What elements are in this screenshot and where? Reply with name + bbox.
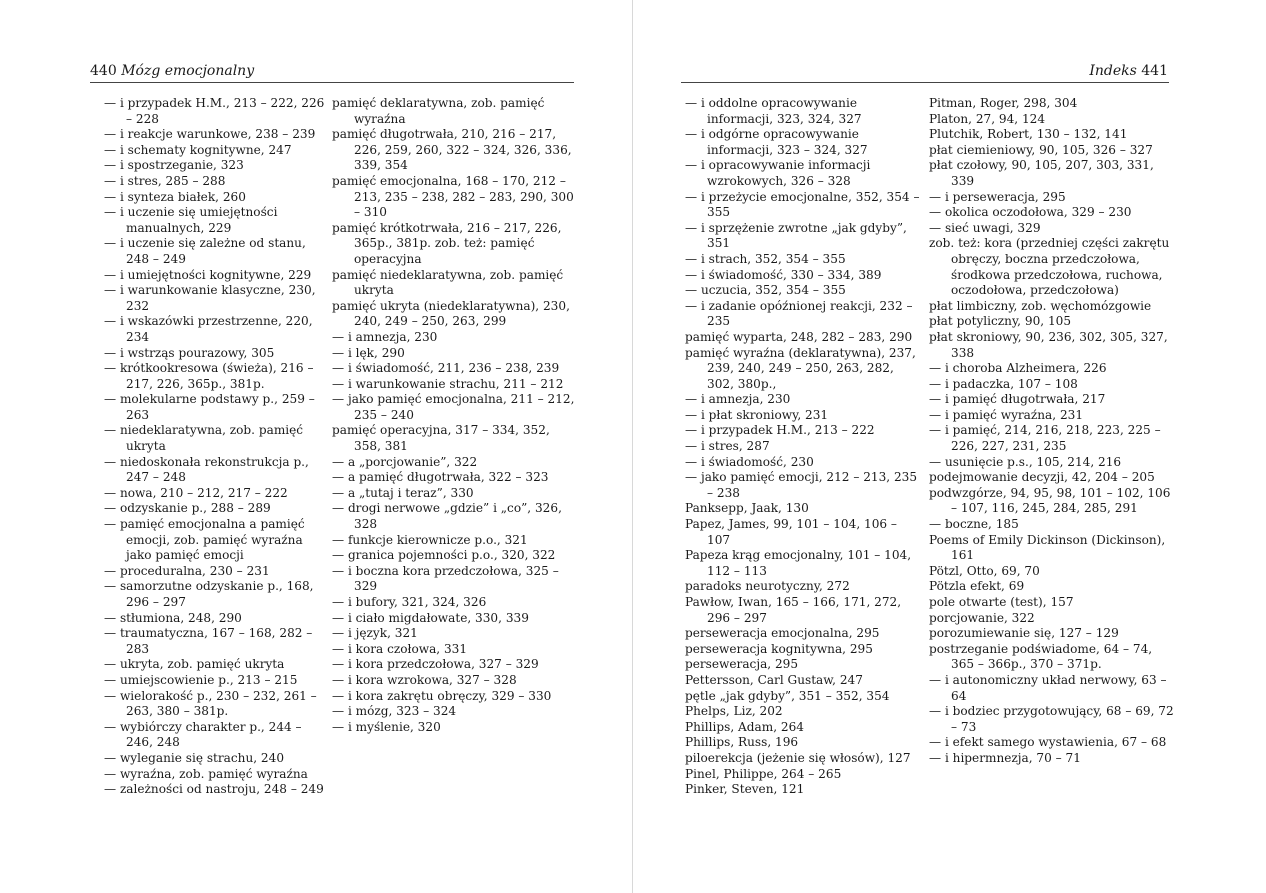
index-entry: Panksepp, Jaak, 130 [685,501,809,516]
left-column-1 [104,96,329,798]
index-entry: — wielorakość p., 230 – 232, 261 – 263, 380 – 381p. [104,688,317,719]
index-entry: Pötzl, Otto, 69, 70 [929,563,1040,578]
index-entry: — i stres, 285 – 288 [104,173,226,188]
index-entry: — funkcje kierownicze p.o., 321 [332,532,528,547]
index-entry: — i pamięć długotrwała, 217 [929,392,1106,407]
index-entry: zob. też: kora (przedniej części zakrętu obręczy, boczna przedczołowa, środkowa przedczołowa, ruchowa, oczodołowa, przedczołowa) [929,236,1170,298]
index-entry: — traumatyczna, 167 – 168, 282 – 283 [104,626,313,656]
index-entry: Phillips, Russ, 196 [685,735,799,750]
index-entry: — i mózg, 323 – 324 [332,704,457,719]
index-entry: — i zadanie opóźnionej reakcji, 232 – 235 [685,298,913,329]
index-entry: — i odgórne opracowywanie informacji, 323 – 324, 327 [685,127,868,157]
index-entry: płat potyliczny, 90, 105 [929,314,1072,329]
index-entry: — niedoskonała rekonstrukcja p., 247 – 248 [104,454,309,485]
right-column-2 [929,96,1179,767]
index-entry: postrzeganie podświadome, 64 – 74, 365 – 366p., 370 – 371p. [929,641,1153,672]
index-entry: — drogi nerwowe „gdzie” i „co”, 326, 328 [332,501,562,532]
index-entry: — i warunkowanie strachu, 211 – 212 [332,376,564,391]
index-entry: — i przypadek H.M., 213 – 222, 226 – 228 [104,96,325,126]
index-entry: — ukryta, zob. pamięć ukryta [104,657,285,672]
right-header-rule [681,82,1169,83]
index-entry: — usunięcie p.s., 105, 214, 216 [929,454,1122,469]
index-entry: — i schematy kognitywne, 247 [104,142,292,157]
index-entry: — umiejscowienie p., 213 – 215 [104,672,298,687]
index-entry: — i umiejętności kognitywne, 229 [104,267,312,282]
index-entry: pamięć operacyjna, 317 – 334, 352, 358, 381 [332,423,550,454]
left-column-2 [332,96,577,735]
index-entry: — i boczna kora przedczołowa, 325 – 329 [332,563,559,594]
index-entry: Papeza krąg emocjonalny, 101 – 104, 112 – 113 [685,548,912,578]
index-entry: — molekularne podstawy p., 259 – 263 [104,392,315,422]
index-entry: pamięć wyparta, 248, 282 – 283, 290 [685,329,913,344]
index-entry: — i kora wzrokowa, 327 – 328 [332,672,517,687]
index-entry: — i choroba Alzheimera, 226 [929,361,1107,376]
index-entry: — i przeżycie emocjonalne, 352, 354 – 355 [685,189,920,220]
index-entry: — i uczenie się zależne od stanu, 248 – 249 [104,236,306,266]
index-entry: porcjowanie, 322 [929,610,1035,625]
left-header-rule [90,82,574,83]
index-entry: Pettersson, Carl Gustaw, 247 [685,672,863,687]
index-entry: — odzyskanie p., 288 – 289 [104,501,271,516]
index-entry: pętle „jak gdyby”, 351 – 352, 354 [685,688,890,703]
index-entry: — i amnezja, 230 [332,329,438,344]
left-running-head [90,62,254,80]
index-entry: — jako pamięć emocjonalna, 211 – 212, 235 – 240 [332,392,575,422]
index-entry: — wyraźna, zob. pamięć wyraźna [104,766,308,781]
index-entry: — sieć uwagi, 329 [929,220,1041,235]
index-entry: — i kora zakrętu obręczy, 329 – 330 [332,688,552,703]
index-entry: — i sprzężenie zwrotne „jak gdyby”, 351 [685,220,907,251]
index-entry: — i amnezja, 230 [685,392,791,407]
index-entry: Plutchik, Robert, 130 – 132, 141 [929,127,1128,142]
index-entry: perseweracja, 295 [685,657,799,672]
index-entry: — i świadomość, 330 – 334, 389 [685,267,882,282]
index-entry: Papez, James, 99, 101 – 104, 106 – 107 [685,517,897,547]
index-entry: Platon, 27, 94, 124 [929,111,1046,126]
index-entry: Poems of Emily Dickinson (Dickinson), 161 [929,532,1166,563]
index-entry: — i padaczka, 107 – 108 [929,376,1078,391]
index-entry: — okolica oczodołowa, 329 – 230 [929,205,1132,220]
index-entry: — i świadomość, 211, 236 – 238, 239 [332,361,560,376]
index-entry: — krótkookresowa (świeża), 216 – 217, 226, 365p., 381p. [104,361,314,391]
index-entry: pamięć krótkotrwała, 216 – 217, 226, 365p., 381p. zob. też: pamięć operacyjna [332,220,562,266]
index-entry: Phillips, Adam, 264 [685,719,804,734]
index-entry: — i pamięć, 214, 216, 218, 223, 225 – 226, 227, 231, 235 [929,423,1161,454]
index-entry: — i strach, 352, 354 – 355 [685,251,846,266]
index-entry: — wyleganie się strachu, 240 [104,750,285,765]
index-entry: podejmowanie decyzji, 42, 204 – 205 [929,470,1155,485]
index-entry: — i język, 321 [332,626,418,641]
index-entry: pamięć długotrwała, 210, 216 – 217, 226, 259, 260, 322 – 324, 326, 336, 339, 354 [332,127,572,173]
index-entry: — i bufory, 321, 324, 326 [332,595,487,609]
index-entry: — samorzutne odzyskanie p., 168, 296 – 297 [104,579,314,609]
right-column-1 [685,96,923,798]
index-entry: Pötzla efekt, 69 [929,579,1025,594]
index-entry: Pawłow, Iwan, 165 – 166, 171, 272, 296 – 297 [685,595,902,625]
index-entry: — i bodziec przygotowujący, 68 – 69, 72 – 73 [929,704,1174,734]
index-entry: — pamięć emocjonalna a pamięć emocji, zob. pamięć wyraźna jako pamięć emocji [104,517,305,563]
index-entry: — i reakcje warunkowe, 238 – 239 [104,127,316,142]
index-entry: pamięć ukryta (niedeklaratywna), 230, 240, 249 – 250, 263, 299 [332,298,570,329]
right-page-number: 441 [1141,63,1168,79]
index-entry: — i pamięć wyraźna, 231 [929,407,1084,422]
index-entry: Pitman, Roger, 298, 304 [929,96,1078,110]
index-entry: — i efekt samego wystawienia, 67 – 68 [929,735,1167,750]
left-page-number: 440 [90,63,117,79]
index-entry: — i wstrząs pourazowy, 305 [104,345,275,360]
index-entry: — i opracowywanie informacji wzrokowych, 326 – 328 [685,158,871,188]
index-entry: — a pamięć długotrwała, 322 – 323 [332,470,549,485]
index-entry: — i perseweracja, 295 [929,189,1066,204]
right-running-head [1089,62,1168,80]
index-entry: — i uczenie się umiejętności manualnych, 229 [104,205,278,235]
index-entry: — zależności od nastroju, 248 – 249 [104,782,324,797]
index-entry: — i kora przedczołowa, 327 – 329 [332,657,539,672]
index-entry: — jako pamięć emocji, 212 – 213, 235 – 238 [685,470,918,500]
index-entry: — i spostrzeganie, 323 [104,158,244,173]
index-entry: — i stres, 287 [685,439,770,454]
index-entry: płat czołowy, 90, 105, 207, 303, 331, 339 [929,158,1154,188]
index-entry: pamięć deklaratywna, zob. pamięć wyraźna [332,96,545,126]
index-entry: — i hipermnezja, 70 – 71 [929,750,1081,765]
index-entry: — wybiórczy charakter p., 244 – 246, 248 [104,719,302,750]
left-page-title: Mózg emocjonalny [121,63,255,79]
index-entry: — i wskazówki przestrzenne, 220, 234 [104,314,313,344]
index-entry: płat ciemieniowy, 90, 105, 326 – 327 [929,142,1153,157]
index-entry: — i płat skroniowy, 231 [685,407,829,422]
right-page [633,0,1266,893]
index-entry: — i autonomiczny układ nerwowy, 63 – 64 [929,672,1167,703]
index-entry: paradoks neurotyczny, 272 [685,579,850,594]
index-entry: — i oddolne opracowywanie informacji, 323, 324, 327 [685,96,862,126]
index-entry: pamięć emocjonalna, 168 – 170, 212 – 213, 235 – 238, 282 – 283, 290, 300 – 310 [332,173,574,220]
index-entry: pamięć wyraźna (deklaratywna), 237, 239, 240, 249 – 250, 263, 282, 302, 380p., [685,345,916,391]
index-entry: — i kora czołowa, 331 [332,641,468,656]
index-entry: — i ciało migdałowate, 330, 339 [332,610,529,625]
index-entry: podwzgórze, 94, 95, 98, 101 – 102, 106 – 107, 116, 245, 284, 285, 291 [929,485,1171,516]
index-entry: porozumiewanie się, 127 – 129 [929,626,1119,641]
right-page-title: Indeks [1089,63,1137,79]
index-entry: — a „porcjowanie”, 322 [332,454,478,469]
index-entry: — granica pojemności p.o., 320, 322 [332,548,556,563]
index-entry: — boczne, 185 [929,517,1019,532]
index-entry: — uczucia, 352, 354 – 355 [685,283,846,298]
index-entry: Pinel, Philippe, 264 – 265 [685,766,842,781]
index-entry: perseweracja kognitywna, 295 [685,641,873,656]
index-entry: — niedeklaratywna, zob. pamięć ukryta [104,423,304,454]
index-entry: — i przypadek H.M., 213 – 222 [685,423,875,438]
index-entry: perseweracja emocjonalna, 295 [685,626,880,641]
index-entry: — i myślenie, 320 [332,719,441,734]
index-entry: — nowa, 210 – 212, 217 – 222 [104,485,288,500]
index-entry: — stłumiona, 248, 290 [104,610,242,625]
index-entry: — proceduralna, 230 – 231 [104,563,270,578]
index-entry: Phelps, Liz, 202 [685,704,783,719]
index-entry: pamięć niedeklaratywna, zob. pamięć ukryta [332,267,564,298]
index-entry: — i świadomość, 230 [685,454,814,469]
index-entry: płat skroniowy, 90, 236, 302, 305, 327, 338 [929,329,1168,360]
index-entry: Pinker, Steven, 121 [685,782,805,797]
index-entry: — a „tutaj i teraz”, 330 [332,485,474,500]
index-entry: — i synteza białek, 260 [104,189,246,204]
index-entry: pole otwarte (test), 157 [929,595,1074,609]
index-entry: — i warunkowanie klasyczne, 230, 232 [104,283,316,313]
index-entry: piloerekcja (jeżenie się włosów), 127 [685,750,911,765]
index-entry: — i lęk, 290 [332,345,405,360]
index-entry: płat limbiczny, zob. węchomózgowie [929,298,1152,313]
